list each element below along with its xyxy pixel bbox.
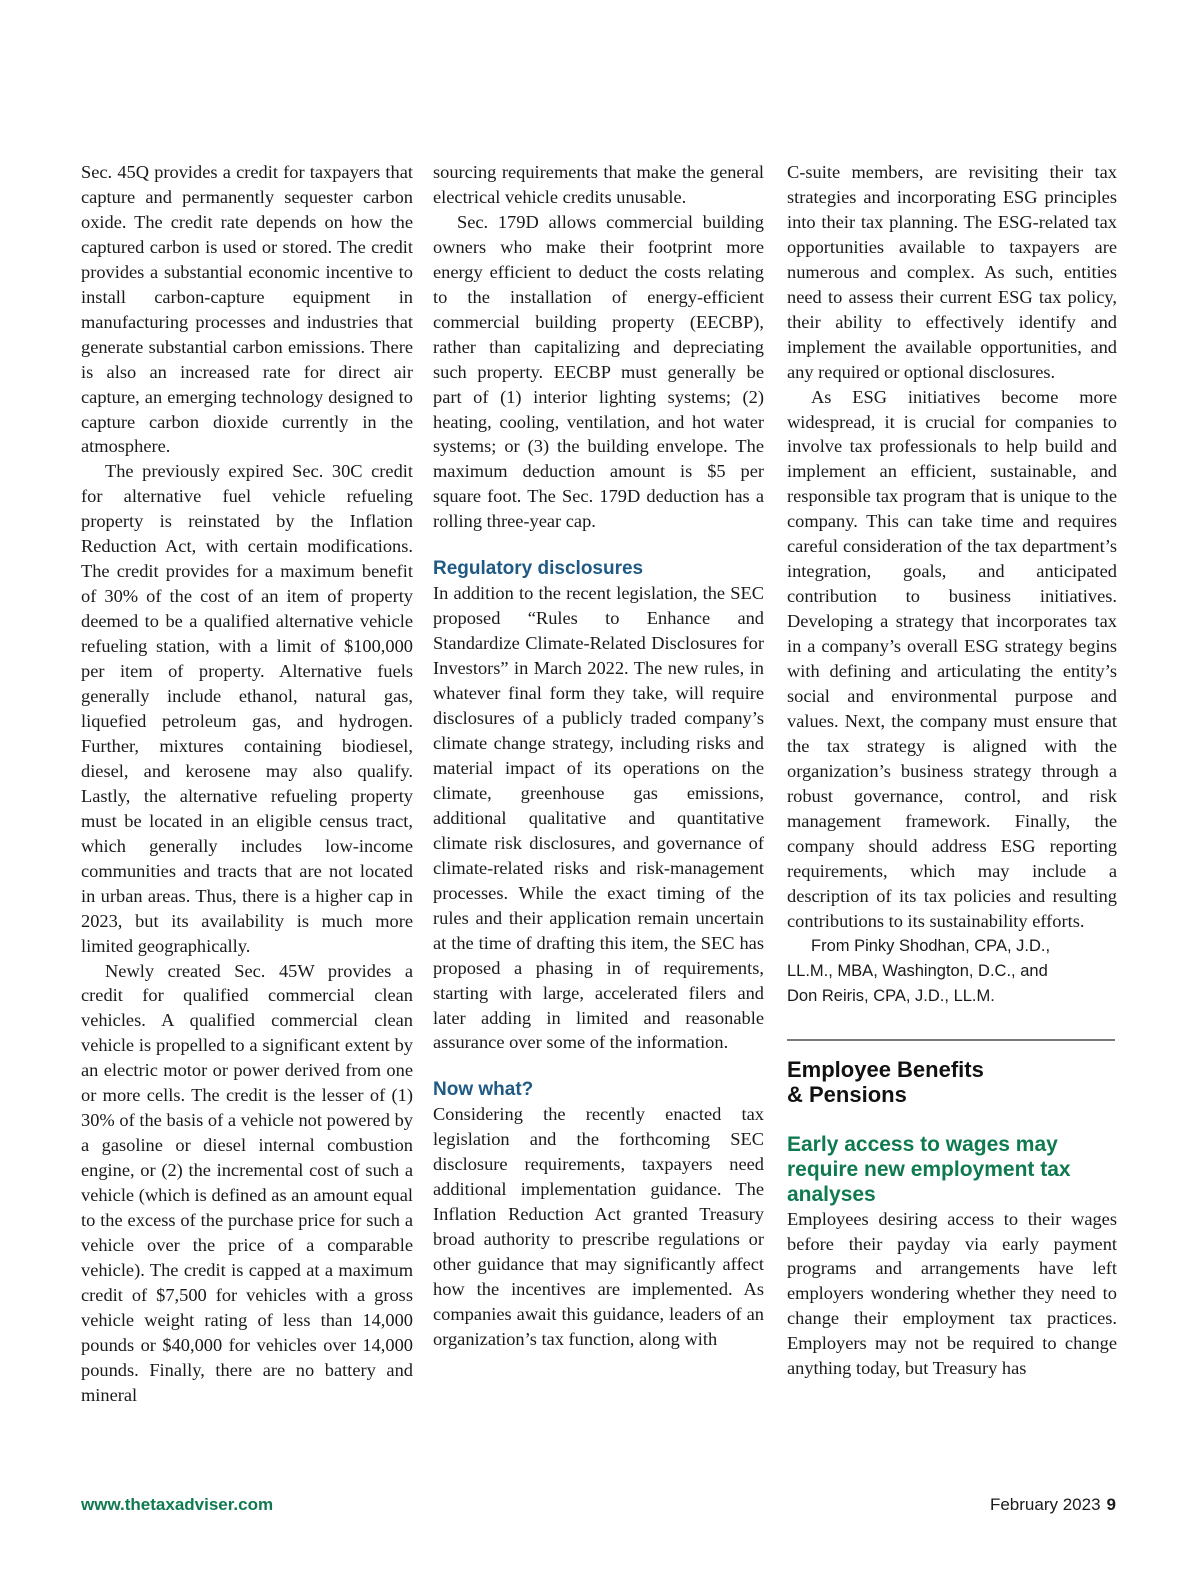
footer-website-url[interactable]: www.thetaxadviser.com	[81, 1495, 274, 1514]
article-title-line: require new employment tax	[787, 1157, 1071, 1181]
author-byline	[787, 934, 1117, 959]
section-divider	[787, 1039, 1115, 1041]
paragraph-sec-45w: Newly created Sec. 45W provides a credit for qualified commercial clean vehicles. A qualified commercial clean vehicle is propelled to a significant extent by an electric motor or power derived from one or more cells. The credit is the lesser of (1) 30% of the basis of a vehicle not powered by a gasoline or diesel internal combustion engine, or (2) the incremental cost of such a vehicle (which is defined as an amount equal to the excess of the purchase price for such a vehicle over the price of a comparable vehicle). The credit is capped at a maximum credit of $7,500 for vehicles with a gross vehicle weight rating of less than 14,000 pounds or $40,000 for vehicles over 14,000 pounds. Finally, there are no battery and mineral	[81, 960, 413, 1405]
paragraph-sec-45q: Sec. 45Q provides a credit for taxpayers that capture and permanently sequester carbon oxide. The credit rate depends on how the captured carbon is used or stored. The credit provides a substantial economic incentive to install carbon-capture equipment in manufacturing processes and industries that generate substantial carbon emissions. There is also an increased rate for direct air capture, an emerging technology designed to capture carbon dioxide currently in the atmosphere.	[81, 162, 413, 457]
byline-line: Don Reiris, CPA, J.D., LL.M.	[787, 986, 995, 1005]
subhead-now-what: Now what?	[433, 1079, 534, 1101]
article-title	[787, 1132, 1117, 1207]
author-byline-continued	[787, 959, 1117, 1009]
paragraph-now-what: Considering the recently enacted tax legislation and the forthcoming SEC disclosure requirements, taxpayers need additional implementation guidance. The Inflation Reduction Act granted Treasury broad authority to prescribe regulations or other guidance that may significantly affect how the incentives are implemented. As companies await this guidance, leaders of an organization’s tax function, along with	[433, 1104, 764, 1349]
paragraph-sec-179d: Sec. 179D allows commercial building owners who make their footprint more energy efficient to deduct the costs relating to the installation of energy-efficient commercial building property (EECBP), rather than capitalizing and depreciating such property. EECBP must generally be part of (1) interior lighting systems; (2) heating, cooling, ventilation, and hot water systems; or (3) the building envelope. The maximum deduction amount is $5 per square foot. The Sec. 179D deduction has a rolling three-year cap.	[433, 211, 764, 532]
paragraph-sec-30c: The previously expired Sec. 30C credit for alternative fuel vehicle refueling property is reinstated by the Inflation Reduction Act, with certain modifications. The credit provides for a maximum benefit of 30% of the cost of an item of property deemed to be a qualified alternative vehicle refueling station, with a limit of $100,000 per item of property. Alternative fuels generally include ethanol, natural gas, liquefied petroleum gas, and hydrogen. Further, mixtures containing biodiesel, diesel, and kerosene may also qualify. Lastly, the alternative refueling property must be located in an eligible census tract, which generally includes low-income communities and tracts that are not located in urban areas. Thus, there is a higher cap in 2023, but its availability is much more limited geographically.	[81, 461, 413, 956]
paragraph-c-suite: C-suite members, are revisiting their tax strategies and incorporating ESG principles into their tax planning. The ESG-related tax opportunities available to taxpayers are numerous and complex. As such, entities need to assess their current ESG tax policy, their ability to effectively identify and implement the available opportunities, and any required or optional disclosures.	[787, 162, 1117, 382]
paragraph-regulatory: In addition to the recent legislation, the SEC proposed “Rules to Enhance and Standardize Climate-Related Disclosures for Investors” in March 2022. The new rules, in whatever final form they take, will require disclosures of a publicly traded company’s climate change strategy, including risks and material impact of its operations on the climate, greenhouse gas emissions, additional qualitative and quantitative climate risk disclosures, and governance of climate-related risks and risk-management processes. While the exact timing of the rules and their application remain uncertain at the time of drafting this item, the SEC has proposed a phasing in of requirements, starting with large, accelerated filers and later adding in limited and reasonable assurance over some of the information.	[433, 583, 764, 1053]
column-3	[787, 160, 1117, 1381]
footer-issue	[990, 1495, 1116, 1515]
paragraph-esg-initiatives: As ESG initiatives become more widespread, it is crucial for companies to involve tax professionals to help build and implement an efficient, sustainable, and responsible tax program that is unique to the company. This can take time and requires careful consideration of the tax department’s integration, goals, and anticipated contribution to business initiatives. Developing a strategy that incorporates tax in a company’s overall ESG strategy begins with defining and articulating the entity’s social and environmental purpose and values. Next, the company must ensure that the tax strategy is aligned with the organization’s business strategy through a robust governance, control, and risk management framework. Finally, the company should address ESG reporting requirements, which may include a description of its tax policies and resulting contributions to its sustainability efforts.	[787, 386, 1117, 931]
page-number: 9	[1106, 1495, 1116, 1514]
section-title-line: Employee Benefits	[787, 1056, 984, 1082]
footer-date: February 2023	[989, 1495, 1101, 1514]
article-title-line: analyses	[787, 1182, 876, 1206]
column-1	[81, 160, 413, 1408]
article-title-line: Early access to wages may	[787, 1132, 1058, 1156]
section-title	[787, 1057, 1117, 1107]
column-2	[433, 160, 764, 1352]
paragraph-early-access: Employees desiring access to their wages before their payday via early payment programs and arrangements have left employers wondering whether they need to change their employment tax practices. Employers may not be required to change anything today, but Treasury has	[787, 1208, 1117, 1379]
subhead-regulatory-disclosures: Regulatory disclosures	[433, 558, 644, 580]
byline-line: From Pinky Shodhan, CPA, J.D.,	[811, 936, 1051, 955]
section-title-line: & Pensions	[787, 1081, 907, 1107]
byline-line: LL.M., MBA, Washington, D.C., and	[787, 961, 1048, 980]
paragraph-sourcing: sourcing requirements that make the general electrical vehicle credits unusable.	[433, 162, 764, 207]
